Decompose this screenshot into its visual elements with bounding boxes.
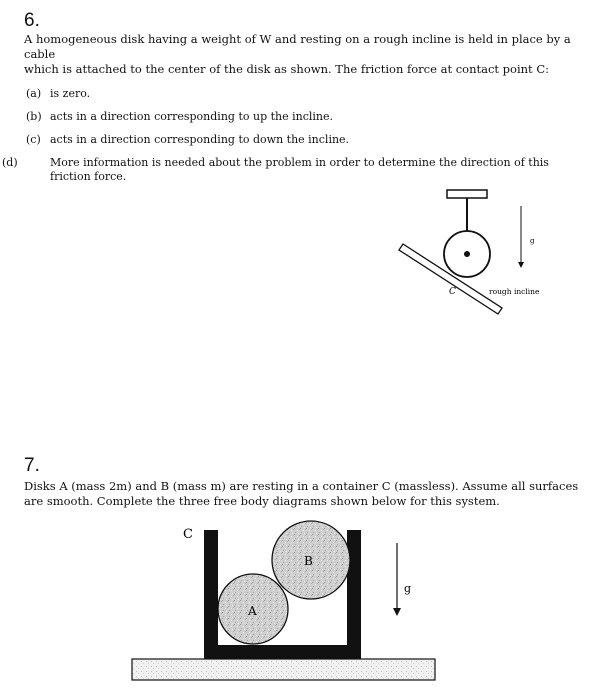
option-d-text: More information is needed about the problem in order to determine the direction of this friction force. xyxy=(50,156,549,183)
question-7-stem-line-1: Disks A (mass 2m) and B (mass m) are resting in a container C (massless). Assume all surfaces xyxy=(24,479,579,493)
option-b-label: (b) xyxy=(26,110,42,123)
question-7-stem-line-2: are smooth. Complete the three free body diagrams shown below for this system. xyxy=(24,494,500,508)
option-c-label: (c) xyxy=(26,133,41,146)
container-base xyxy=(204,645,361,659)
container-label: C xyxy=(183,527,193,542)
option-c-text: acts in a direction corresponding to down the incline. xyxy=(50,133,350,146)
container-left-wall xyxy=(204,530,218,659)
contact-point-label: C xyxy=(449,287,456,297)
option-a-label: (a) xyxy=(26,87,42,100)
question-6-stem-line-1: A homogeneous disk having a weight of W and resting on a rough incline is held in place by a cable xyxy=(24,32,571,61)
question-6-number: 6. xyxy=(24,10,40,31)
disk-b-label: B xyxy=(304,554,313,568)
disk-a-label: A xyxy=(248,604,257,618)
question-7-number: 7. xyxy=(24,455,40,476)
gravity-label-q6: g xyxy=(530,237,535,245)
option-d-label: (d) xyxy=(2,156,18,169)
question-6-stem-line-2: which is attached to the center of the disk as shown. The friction force at contact point C: xyxy=(24,62,550,76)
gravity-label-q7: g xyxy=(404,582,412,595)
floor xyxy=(132,659,435,680)
incline-label: rough incline xyxy=(489,287,540,296)
gravity-arrow-head-q7 xyxy=(393,608,401,616)
option-b-text: acts in a direction corresponding to up the incline. xyxy=(50,110,334,123)
option-a-text: is zero. xyxy=(50,87,91,100)
